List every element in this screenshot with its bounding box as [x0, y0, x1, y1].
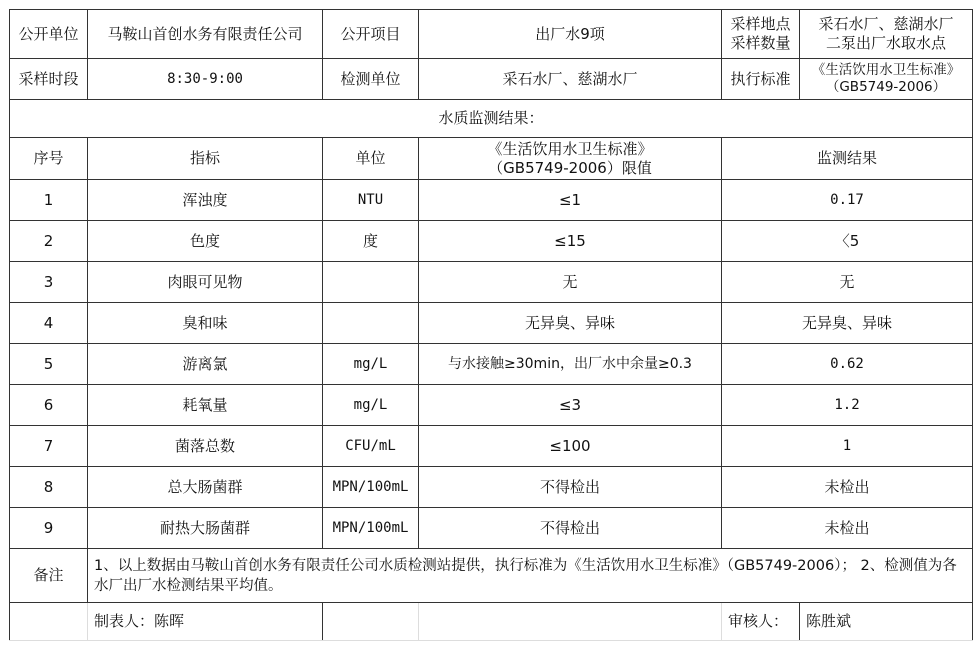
- standard-value-line-1: 《生活饮用水卫生标准》: [811, 62, 961, 78]
- row-unit: mg/L: [323, 344, 419, 385]
- row-limit: 与水接触≥30min，出厂水中余量≥0.3: [419, 344, 722, 385]
- row-unit: NTU: [323, 180, 419, 221]
- remarks-label: 备注: [10, 549, 88, 603]
- table-row: [10, 303, 973, 344]
- table-row: [10, 221, 973, 262]
- row-limit: ≤3: [419, 385, 722, 426]
- section-title-row: [10, 100, 973, 138]
- reviewer-name: 陈胜斌: [800, 603, 973, 641]
- row-result: 未检出: [722, 508, 973, 549]
- row-limit: ≤15: [419, 221, 722, 262]
- sampling-place-value-line-2: 二泵出厂水取水点: [825, 34, 946, 52]
- row-result: 0.62: [722, 344, 973, 385]
- col-header-unit: 单位: [323, 138, 419, 180]
- standard-value: [800, 59, 973, 100]
- footer-row: [10, 603, 973, 641]
- row-no: 4: [10, 303, 88, 344]
- table-row: [10, 344, 973, 385]
- row-no: 7: [10, 426, 88, 467]
- table-row: [10, 426, 973, 467]
- row-limit: ≤100: [419, 426, 722, 467]
- row-no: 1: [10, 180, 88, 221]
- publisher-label: 公开单位: [10, 10, 88, 59]
- header-row-2: [10, 59, 973, 100]
- row-unit: MPN/100mL: [323, 508, 419, 549]
- row-limit: 无异臭、异味: [419, 303, 722, 344]
- row-no: 6: [10, 385, 88, 426]
- col-header-indicator: 指标: [88, 138, 323, 180]
- table-row: [10, 385, 973, 426]
- col-header-limit: [419, 138, 722, 180]
- row-result: 1: [722, 426, 973, 467]
- table-row: [10, 180, 973, 221]
- standard-value-line-2: （GB5749-2006）: [825, 79, 947, 95]
- footer-blank: [419, 603, 722, 641]
- section-title: 水质监测结果：: [10, 100, 973, 138]
- row-unit: CFU/mL: [323, 426, 419, 467]
- item-label: 公开项目: [323, 10, 419, 59]
- sampling-place-value: [800, 10, 973, 59]
- row-indicator: 耐热大肠菌群: [88, 508, 323, 549]
- row-result: 无异臭、异味: [722, 303, 973, 344]
- row-limit: 不得检出: [419, 508, 722, 549]
- time-value: 8:30-9:00: [88, 59, 323, 100]
- col-header-limit-line-2: （GB5749-2006）限值: [488, 158, 652, 177]
- footer-blank: [323, 603, 419, 641]
- standard-label: 执行标准: [722, 59, 800, 100]
- row-limit: 无: [419, 262, 722, 303]
- col-header-no: 序号: [10, 138, 88, 180]
- sampling-place-label: [722, 10, 800, 59]
- row-limit: ≤1: [419, 180, 722, 221]
- row-result: 无: [722, 262, 973, 303]
- footer-blank: [10, 603, 88, 641]
- publisher-value: 马鞍山首创水务有限责任公司: [88, 10, 323, 59]
- sampling-place-label-line-2: 采样数量: [730, 34, 791, 52]
- water-quality-table: [9, 9, 973, 641]
- row-indicator: 总大肠菌群: [88, 467, 323, 508]
- time-label: 采样时段: [10, 59, 88, 100]
- table-row: [10, 508, 973, 549]
- lab-label: 检测单位: [323, 59, 419, 100]
- row-indicator: 肉眼可见物: [88, 262, 323, 303]
- row-indicator: 游离氯: [88, 344, 323, 385]
- remarks-row: [10, 549, 973, 603]
- item-value: 出厂水9项: [419, 10, 722, 59]
- row-limit: 不得检出: [419, 467, 722, 508]
- row-result: 未检出: [722, 467, 973, 508]
- row-result: 〈5: [722, 221, 973, 262]
- row-unit: [323, 303, 419, 344]
- row-unit: mg/L: [323, 385, 419, 426]
- reviewer-label: 审核人：: [722, 603, 800, 641]
- row-unit: [323, 262, 419, 303]
- row-no: 9: [10, 508, 88, 549]
- remarks-text: 1、以上数据由马鞍山首创水务有限责任公司水质检测站提供，执行标准为《生活饮用水卫生标准》（GB5749-2006）； 2、检测值为各水厂出厂水检测结果平均值。: [88, 549, 973, 603]
- row-indicator: 臭和味: [88, 303, 323, 344]
- row-indicator: 耗氧量: [88, 385, 323, 426]
- row-no: 5: [10, 344, 88, 385]
- row-unit: 度: [323, 221, 419, 262]
- table-row: [10, 467, 973, 508]
- row-indicator: 浑浊度: [88, 180, 323, 221]
- col-header-limit-line-1: 《生活饮用水卫生标准》: [487, 139, 653, 158]
- sampling-place-value-line-1: 采石水厂、慈湖水厂: [818, 15, 954, 33]
- row-result: 0.17: [722, 180, 973, 221]
- table-row: [10, 262, 973, 303]
- row-unit: MPN/100mL: [323, 467, 419, 508]
- row-no: 8: [10, 467, 88, 508]
- preparer: 制表人：陈晖: [88, 603, 323, 641]
- column-header-row: [10, 138, 973, 180]
- row-no: 3: [10, 262, 88, 303]
- row-indicator: 菌落总数: [88, 426, 323, 467]
- sampling-place-label-line-1: 采样地点: [730, 15, 791, 33]
- header-row-1: [10, 10, 973, 59]
- lab-value: 采石水厂、慈湖水厂: [419, 59, 722, 100]
- row-indicator: 色度: [88, 221, 323, 262]
- col-header-result: 监测结果: [722, 138, 973, 180]
- row-result: 1.2: [722, 385, 973, 426]
- row-no: 2: [10, 221, 88, 262]
